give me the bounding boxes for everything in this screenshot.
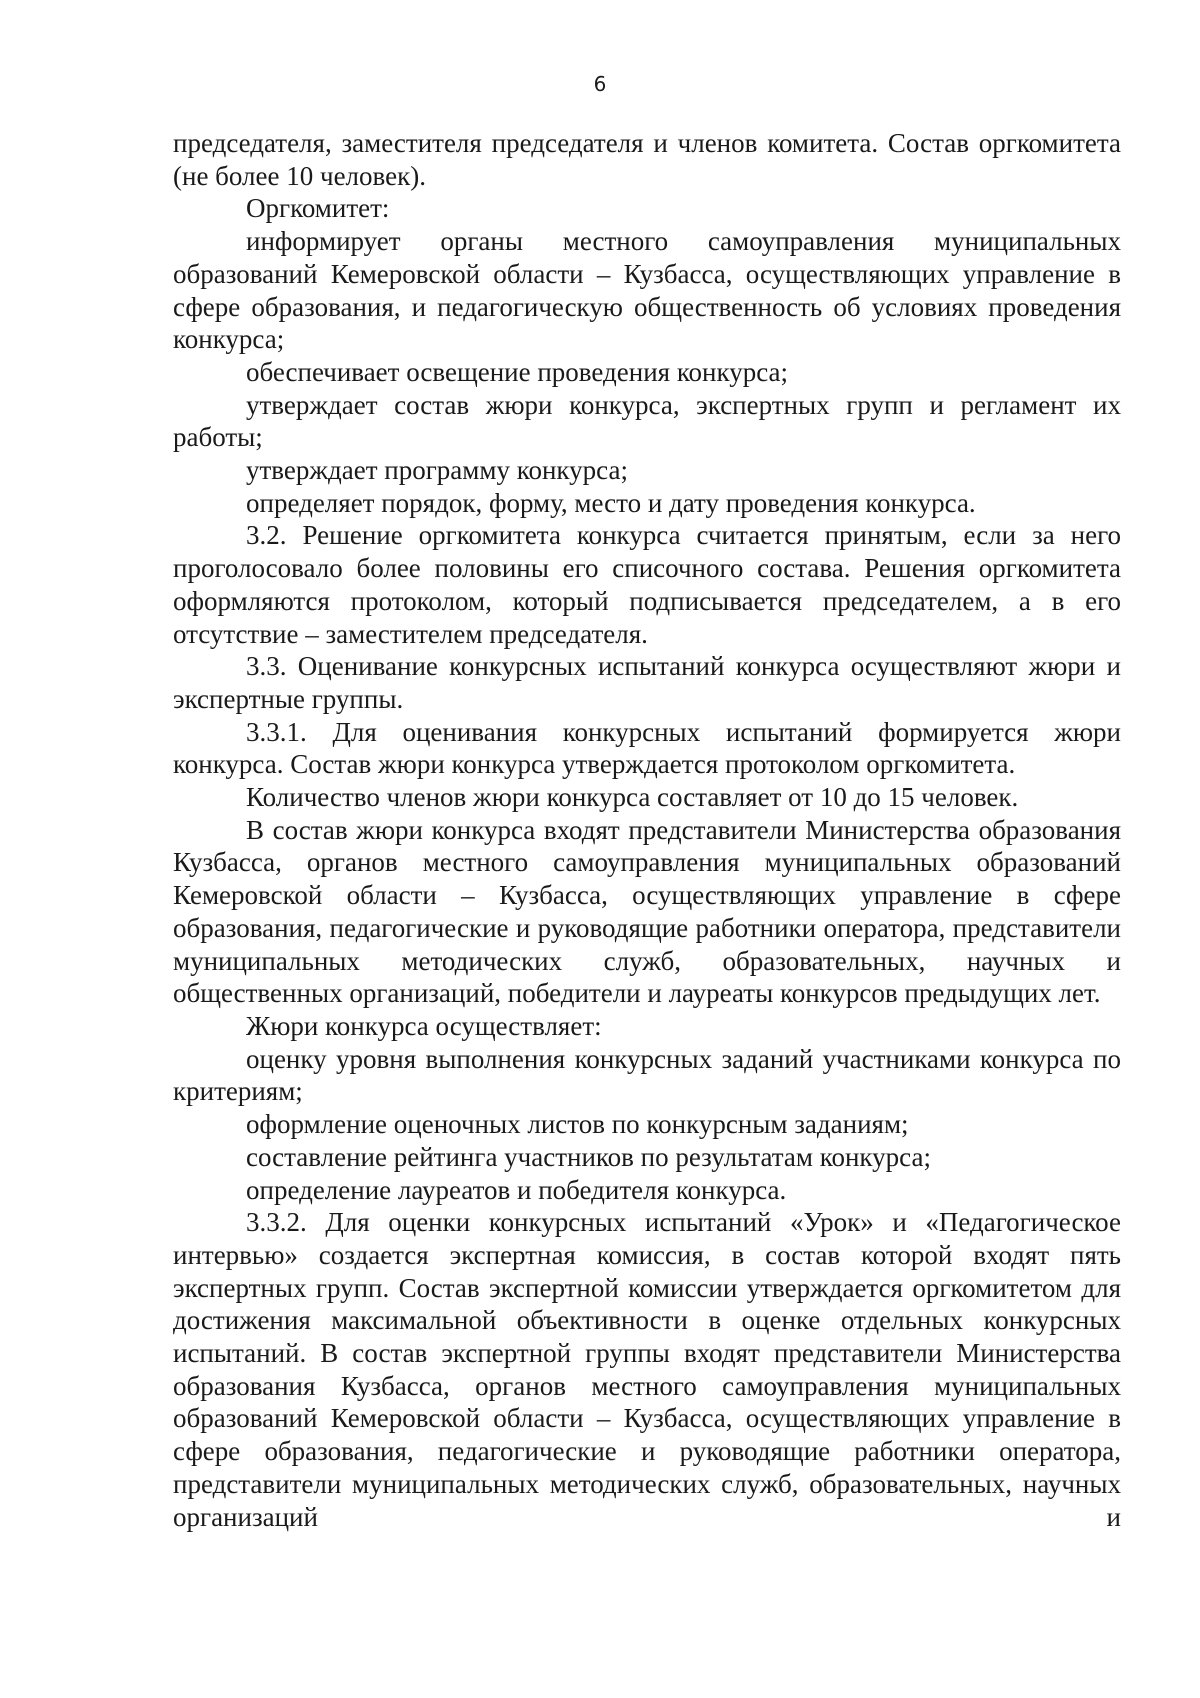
paragraph: председателя, заместителя председателя и членов комитета. Состав оргкомитета (не более 10 человек). — [173, 128, 1121, 191]
paragraph: определение лауреатов и победителя конкурса. — [246, 1174, 787, 1205]
paragraph: Оргкомитет: — [246, 193, 390, 224]
paragraph: утверждает программу конкурса; — [246, 455, 628, 486]
paragraph: Жюри конкурса осуществляет: — [246, 1010, 602, 1041]
paragraph: оценку уровня выполнения конкурсных заданий участниками конкурса по критериям; — [173, 1043, 1121, 1107]
paragraph: 3.2. Решение оргкомитета конкурса считается принятым, если за него проголосовало более половины его списочного состава. Решения оргкомитета оформляются протоколом, который подписывается председателем, а в его отсутствие – заместителем председателя. — [173, 520, 1121, 649]
paragraph: 3.3. Оценивание конкурсных испытаний конкурса осуществляют жюри и экспертные группы. — [173, 651, 1121, 714]
document-body — [173, 127, 1121, 1533]
paragraph: определяет порядок, форму, место и дату проведения конкурса. — [246, 487, 976, 518]
page-number: 6 — [593, 72, 607, 96]
paragraph: информирует органы местного самоуправления муниципальных образований Кемеровской области – Кузбасса, осуществляющих управление в сфере образования, и педагогическую общественность об условиях проведения конкурса; — [173, 226, 1121, 355]
paragraph: обеспечивает освещение проведения конкурса; — [246, 356, 789, 387]
paragraph: Количество членов жюри конкурса составляет от 10 до 15 человек. — [246, 782, 1019, 813]
paragraph-continued: 3.3.2. Для оценки конкурсных испытаний «Урок» и «Педагогическое интервью» создается экспертная комиссия, в состав которой входят пять экспертных групп. Состав экспертной комиссии утверждается оргкомитетом для достижения максимальной объективности в оценке отдельных конкурсных испытаний. В состав экспертной группы входят представители Министерства образования Кузбасса, органов местного самоуправления муниципальных образований Кемеровской области – Кузбасса, осуществляющих управление в сфере образования, педагогические и руководящие работники оператора, представители муниципальных методических служб, образовательных, научных организаций и — [173, 1207, 1121, 1532]
paragraph: В состав жюри конкурса входят представители Министерства образования Кузбасса, органов местного самоуправления муниципальных образований Кемеровской области – Кузбасса, осуществляющих управление в сфере образования, педагогические и руководящие работники оператора, представители муниципальных методических служб, образовательных, научных и общественных организаций, победители и лауреаты конкурсов предыдущих лет. — [173, 814, 1121, 1009]
paragraph: оформление оценочных листов по конкурсным заданиям; — [246, 1109, 909, 1140]
paragraph: составление рейтинга участников по результатам конкурса; — [246, 1141, 931, 1172]
paragraph: 3.3.1. Для оценивания конкурсных испытаний формируется жюри конкурса. Состав жюри конкурса утверждается протоколом оргкомитета. — [173, 716, 1121, 780]
paragraph: утверждает состав жюри конкурса, экспертных групп и регламент их работы; — [173, 389, 1121, 453]
